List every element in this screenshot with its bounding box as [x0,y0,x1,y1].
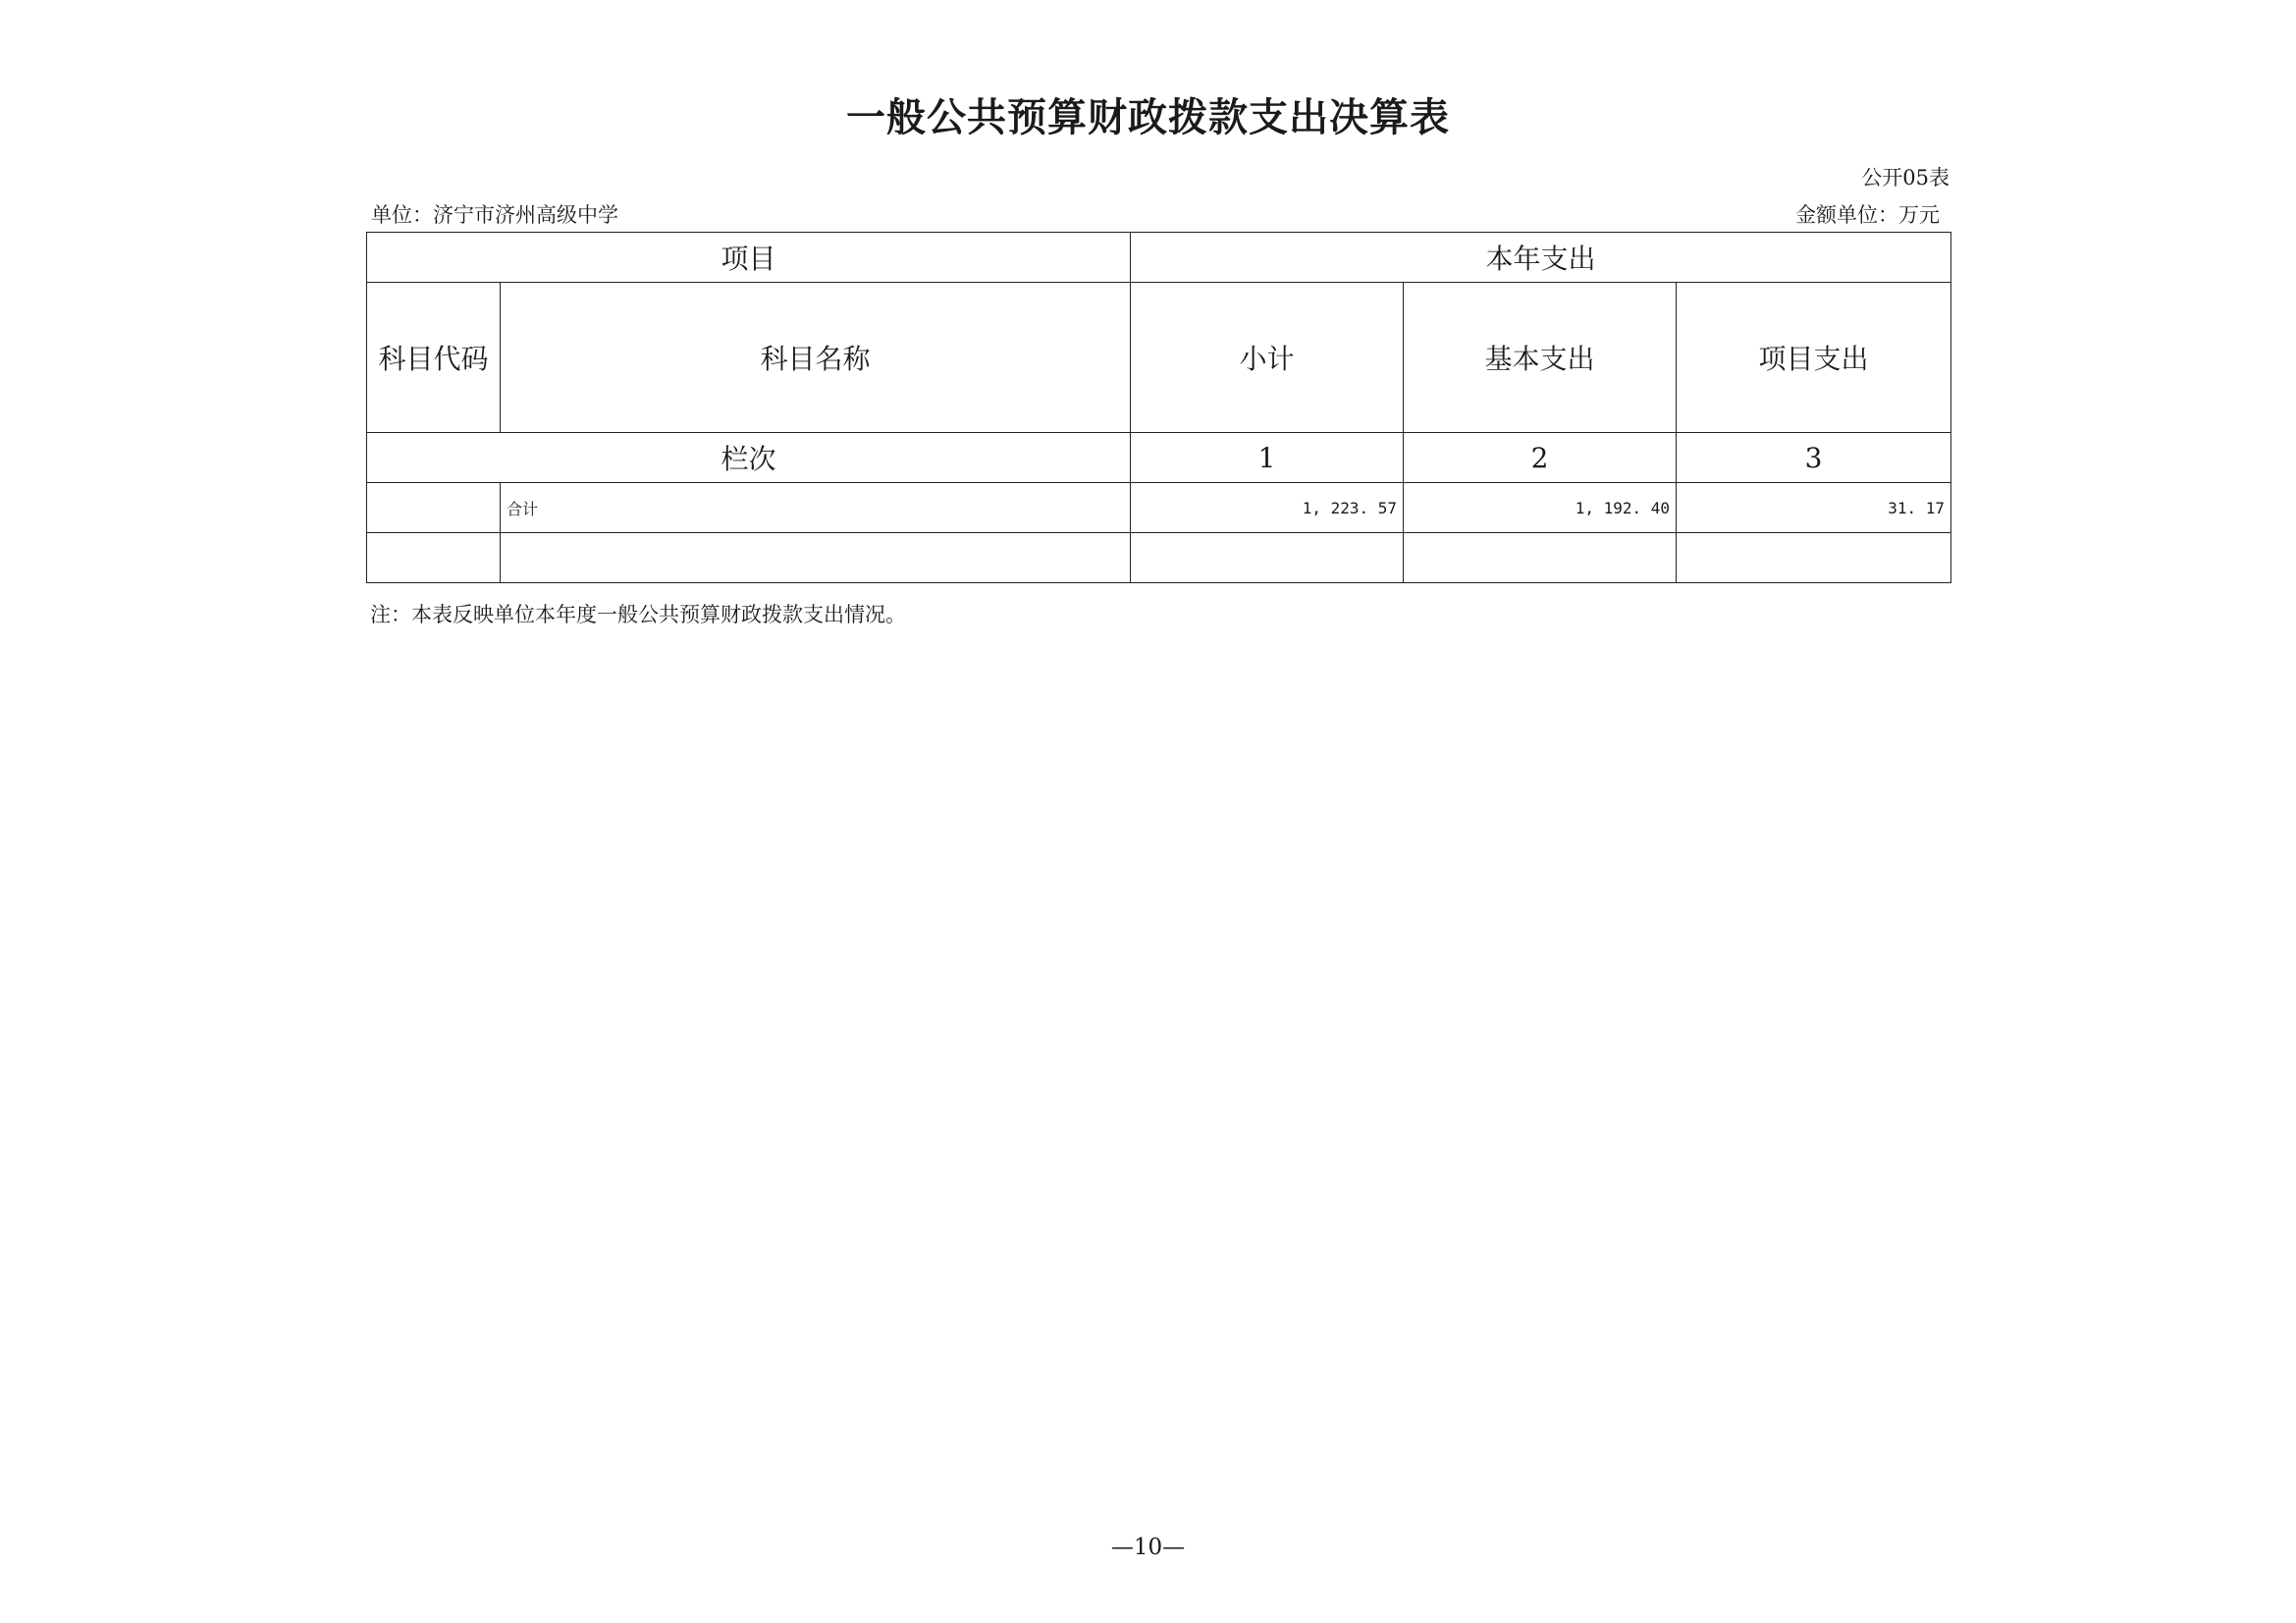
currency-unit-label: 金额单位：万元 [1795,203,1940,227]
col-project-header: 项目支出 [1677,283,1951,433]
row-code [367,533,501,583]
table-row [367,533,1951,583]
col-code-header: 科目代码 [367,283,501,433]
page-title: 一般公共预算财政拨款支出决算表 [846,95,1450,140]
row-name: 合计 [501,483,1131,533]
index-3: 3 [1677,433,1951,483]
header-project: 项目 [367,233,1131,283]
row-basic: 1, 192. 40 [1404,483,1677,533]
row-index-label: 栏次 [367,433,1131,483]
row-project [1677,533,1951,583]
row-project: 31. 17 [1677,483,1951,533]
index-2: 2 [1404,433,1677,483]
row-subtotal: 1, 223. 57 [1131,483,1404,533]
row-subtotal [1131,533,1404,583]
col-name-header: 科目名称 [501,283,1131,433]
row-name [501,533,1131,583]
table-column-header-row [367,283,1951,433]
unit-label: 单位：济宁市济州高级中学 [371,203,618,227]
table-index-row [367,433,1951,483]
header-current-year: 本年支出 [1131,233,1951,283]
page-number: —10— [1110,1535,1186,1560]
row-code [367,483,501,533]
index-1: 1 [1131,433,1404,483]
table-row [367,483,1951,533]
row-basic [1404,533,1677,583]
col-subtotal-header: 小计 [1131,283,1404,433]
col-basic-header: 基本支出 [1404,283,1677,433]
table-note: 注：本表反映单位本年度一般公共预算财政拨款支出情况。 [370,603,906,626]
table-header-row [367,233,1951,283]
unit-row [368,200,1949,230]
expenditure-table [366,232,1951,583]
form-code: 公开05表 [1861,166,1949,189]
